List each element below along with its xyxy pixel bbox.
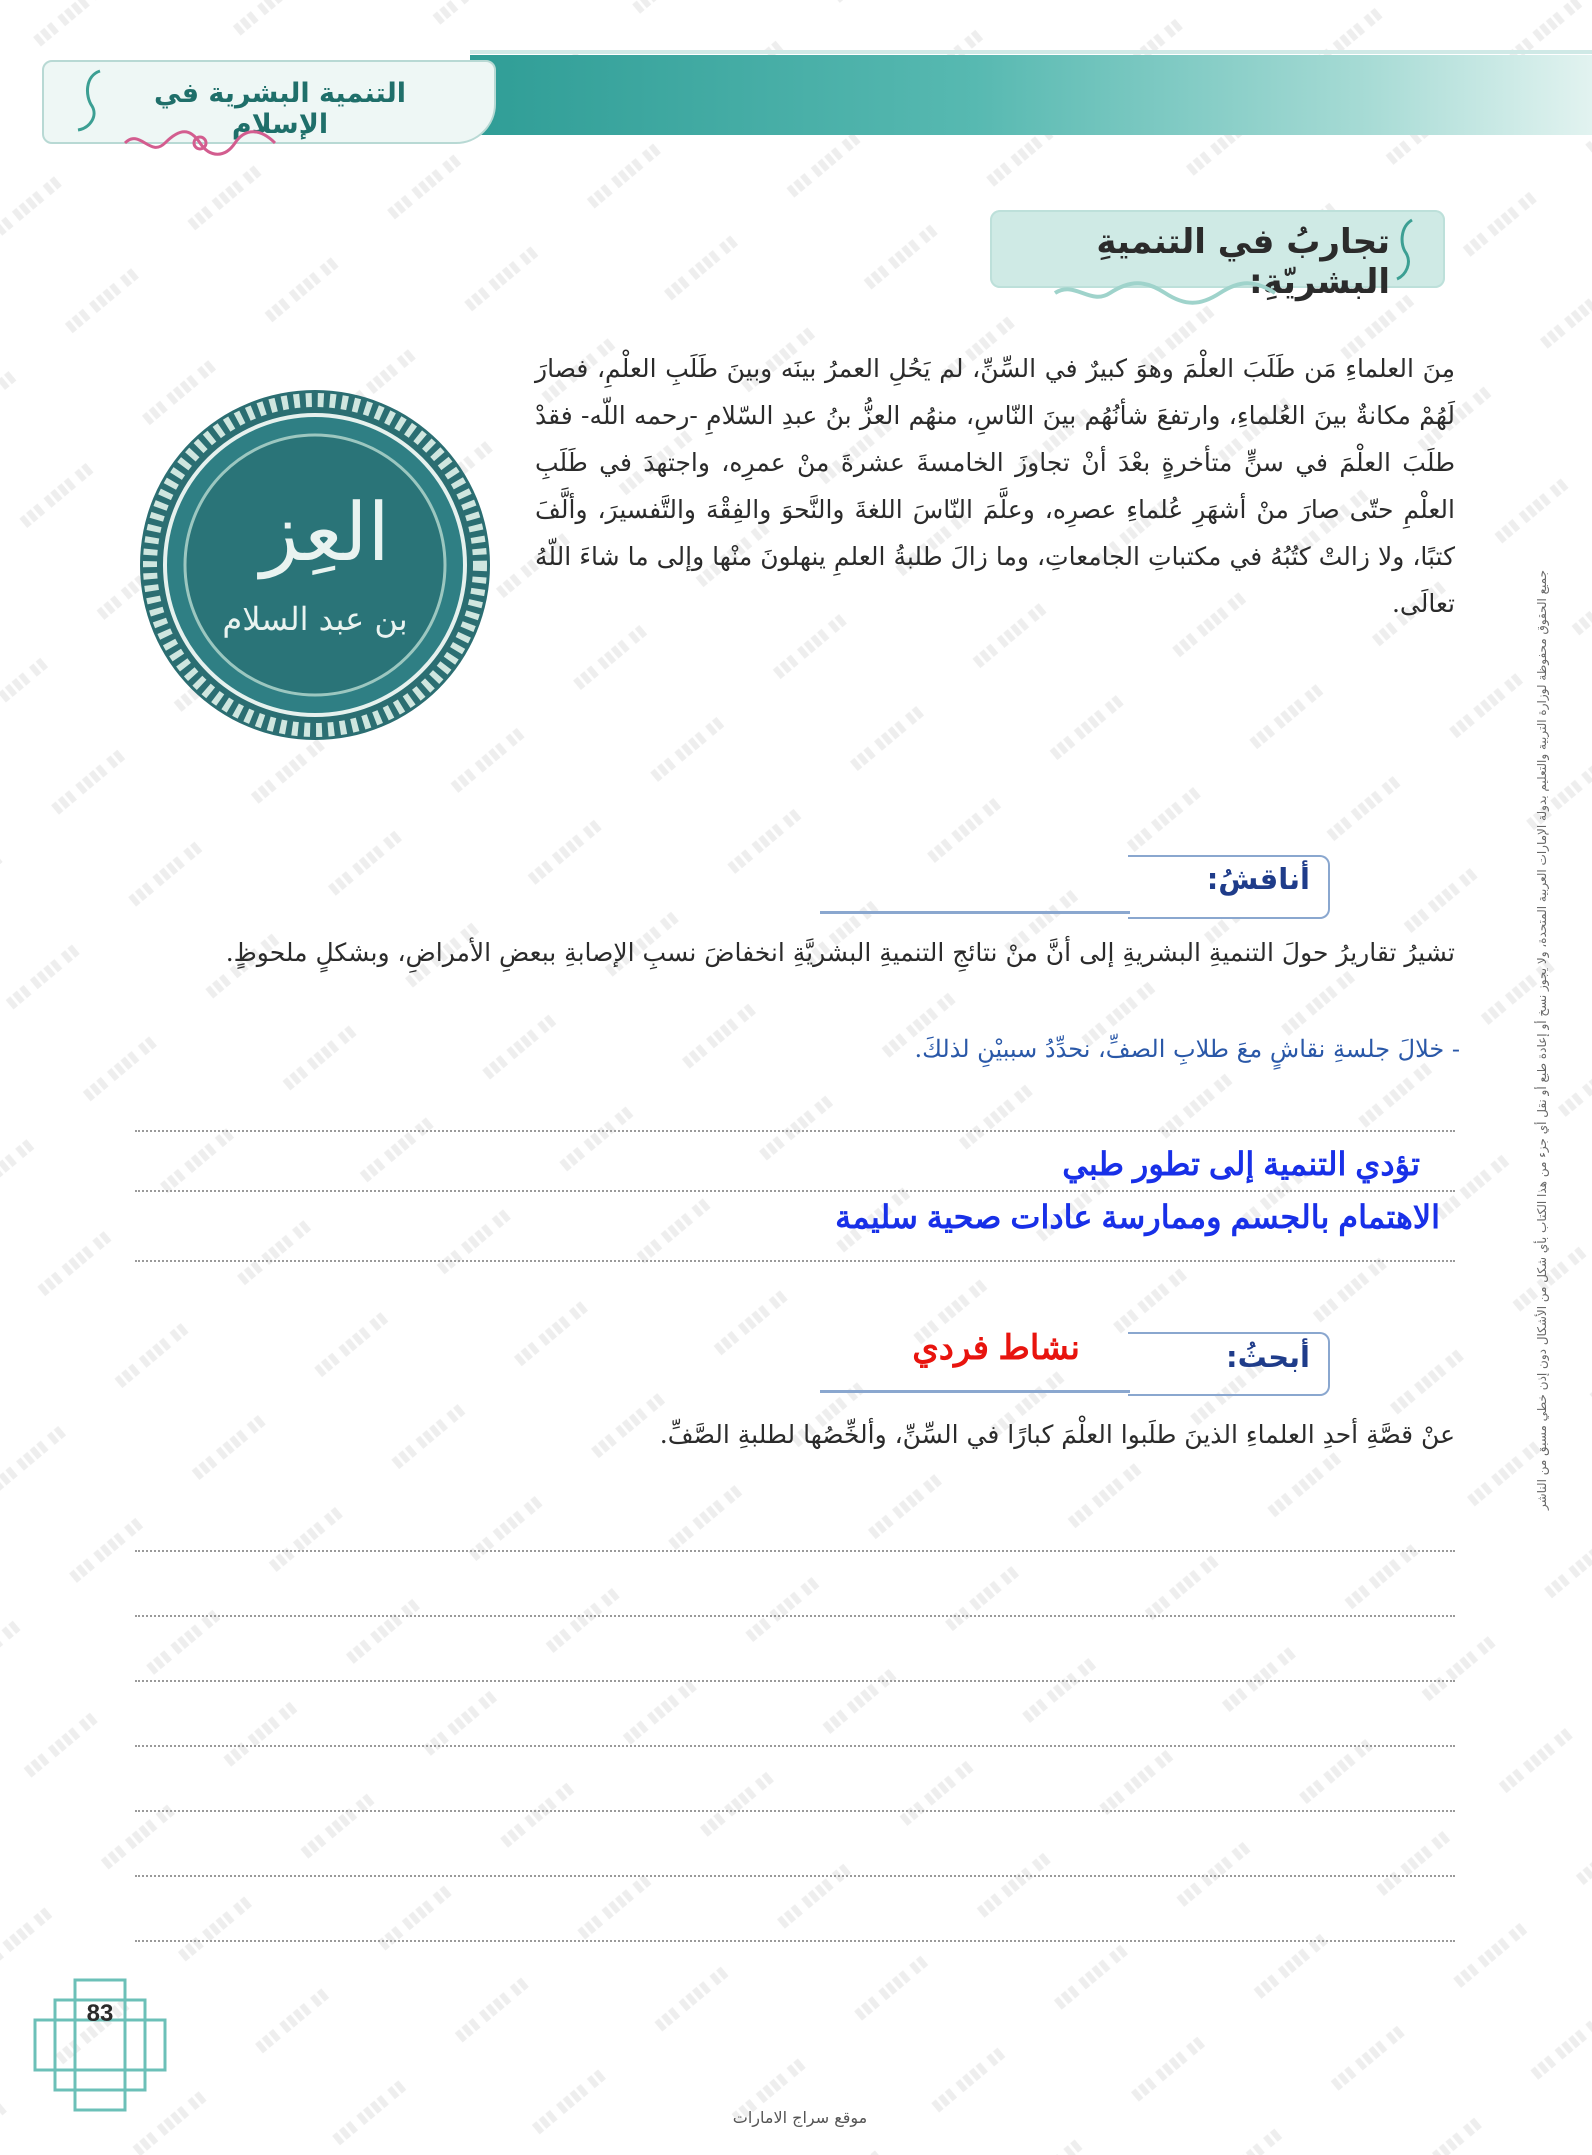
answer-line (135, 1190, 1455, 1192)
scroll-ornament-icon (120, 128, 280, 158)
bracket-ornament-icon (60, 66, 120, 136)
copyright-text: جميع الحقوق محفوظة لوزارة التربية والتعليم بدولة الإمارات العربية المتحدة، ولا يجوز نسخ أو إعادة طبع أو نقل أي جزء من هذا الكتاب بأي شكل من الأشكال دون إذن خطي مسبق من الناشر (1535, 569, 1549, 1511)
research-text: عنْ قصَّةِ أحدِ العلماءِ الذينَ طلَبوا العلْمَ كبارًا في السِّنِّ، وألخِّصُها لطلبةِ الصَّفِّ. (659, 1420, 1455, 1449)
answer-line (135, 1680, 1455, 1682)
banner-top-line (470, 50, 1592, 54)
section-title: تجاربُ في التنميةِ البشريّةِ: (1096, 222, 1390, 302)
research-underline (820, 1390, 1130, 1393)
discuss-label: أناقشُ: (1206, 862, 1310, 896)
answer-line (135, 1260, 1455, 1262)
page-emblem-icon (30, 1975, 170, 2115)
medallion-sub-text: بن عبد السلام (222, 600, 408, 638)
activity-label: نشاط فردي (912, 1329, 1080, 1367)
answer-line (135, 1615, 1455, 1617)
answer-2[interactable]: الاهتمام بالجسم وممارسة عادات صحية سليمة (835, 1199, 1440, 1235)
answer-line (135, 1550, 1455, 1552)
medallion-main-text: العِز (260, 486, 390, 579)
chapter-title: التنمية البشرية في الإسلام (154, 78, 406, 140)
answer-line (135, 1745, 1455, 1747)
answer-1[interactable]: تؤدي التنمية إلى تطور طبي (1062, 1146, 1420, 1182)
answer-line (135, 1810, 1455, 1812)
answer-line (135, 1875, 1455, 1877)
header-banner (470, 55, 1592, 135)
calligraphy-medallion (135, 385, 495, 745)
research-label: أبحثُ: (1225, 1340, 1310, 1374)
discuss-underline (820, 911, 1130, 914)
page-number: 83 (86, 2000, 114, 2027)
discuss-prompt: - خلالَ جلسةِ نقاشٍ معَ طلابِ الصفِّ، نحدِّدُ سببيْنِ لذلكَ. (914, 1035, 1460, 1063)
discuss-text: تشيرُ تقاريرُ حولَ التنميةِ البشريةِ إلى أنَّ منْ نتائجِ التنميةِ البشريَّةِ انخفاضَ نسبِ الإصابةِ ببعضِ الأمراضِ، وبشكلٍ ملحوظٍ. (225, 938, 1455, 967)
footer-text: موقع سراج الامارات (732, 2108, 868, 2127)
answer-line (135, 1940, 1455, 1942)
answer-line (135, 1130, 1455, 1132)
scroll-ornament-icon (1050, 280, 1280, 306)
body-paragraph: مِنَ العلماءِ مَن طَلَبَ العلْمَ وهوَ كبيرٌ في السِّنِّ، لم يَحُلِ العمرُ بينَه وبينَ طَلَبِ العلْمِ، فصارَ لَهُمْ مكانةٌ بينَ العُلماءِ، وارتفعَ شأنُهُم بينَ النّاسِ، منهُم العزُّ بنُ عبدِ السّلامِ -رحمه اللّه- فقدْ طلَبَ العلْمَ في سنٍّ متأخرةٍ بعْدَ أنْ تجاوزَ الخامسةَ عشرةَ منْ عمرِه، واجتهدَ في طَلَبِ العلْمِ حتّى صارَ منْ أشهَرِ عُلماءِ عصرِه، وعلَّمَ النّاسَ اللغةَ والنَّحوَ والفِقْهَ والتَّفسيرَ، وألَّفَ كتبًا، ولا زالتْ كتُبُهُ في مكتباتِ الجامعاتِ، وما زالَ طلبةُ العلمِ ينهلونَ منْها وإلى ما شاءَ اللّهُ تعالَى. (535, 354, 1455, 618)
bracket-ornament-icon (1392, 215, 1422, 285)
